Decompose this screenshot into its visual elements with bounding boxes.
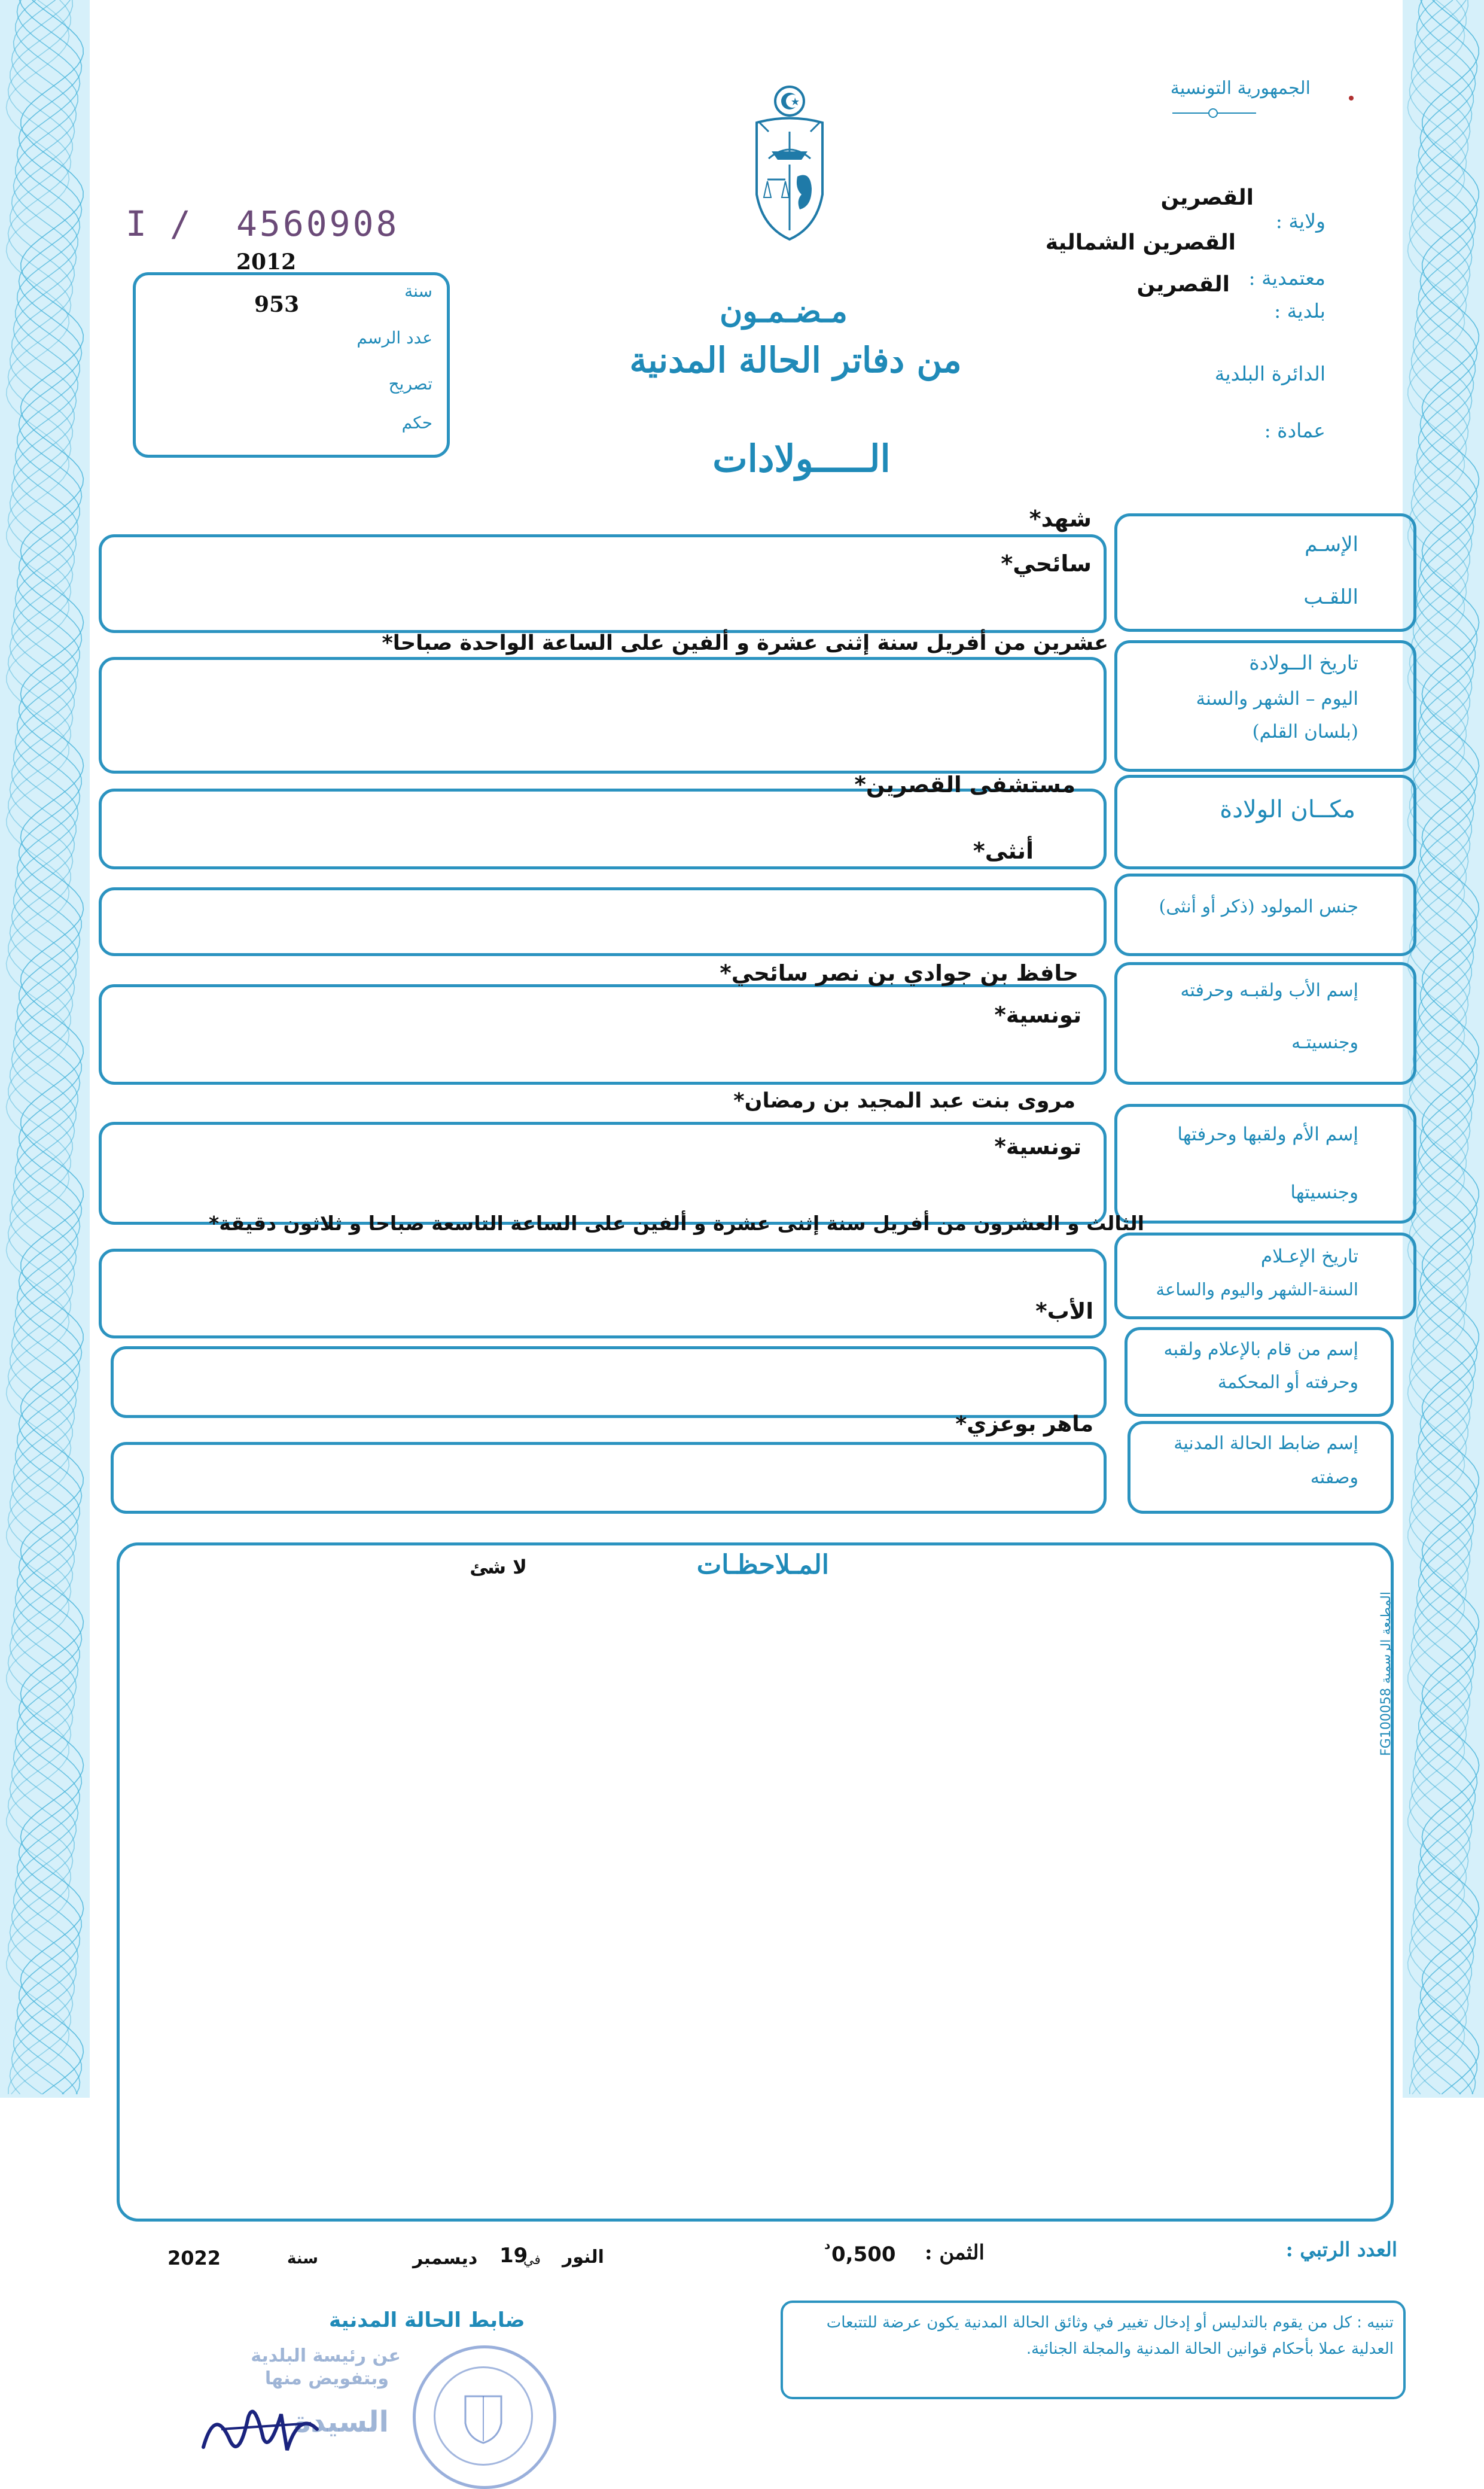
value-sex: أنثى*	[973, 838, 1034, 864]
label-box-mother	[1114, 1104, 1416, 1224]
label-mother-nationality: وجنسيتها	[1290, 1182, 1358, 1203]
republic-label: الجمهورية التونسية	[1170, 78, 1311, 99]
label-declaration-date: تاريخ الإعـلام	[1260, 1246, 1358, 1267]
label-box-name	[1114, 513, 1416, 632]
stamp-line-2: وبتفويض منها	[264, 2368, 389, 2389]
value-mother-nationality: تونسية*	[994, 1134, 1081, 1160]
value-birth-date: عشرين من أفريل سنة إثنى عشرة و ألفين على الساعة الواحدة صباحا*	[382, 631, 1108, 655]
baladia-label: بلدية :	[1274, 299, 1325, 322]
label-sex: جنس المولود (ذكر أو أنثى)	[1159, 896, 1358, 917]
label-surname: اللقـب	[1303, 585, 1358, 609]
label-declaration-date-sub: السنة-الشهر واليوم والساعة	[1156, 1279, 1358, 1300]
republic-underline-dot	[1208, 108, 1218, 118]
remarks-box	[117, 1542, 1394, 2222]
title-madmoun: مـضـمـون	[720, 293, 848, 330]
printer-code: المطبعة الرسمية FG100058	[1379, 1592, 1394, 1756]
value-father-nationality: تونسية*	[994, 1002, 1081, 1028]
issue-day: 19	[499, 2244, 528, 2268]
price-unit: د	[824, 2238, 831, 2252]
value-box-birth-date	[99, 657, 1107, 774]
issue-place: النور	[562, 2247, 604, 2268]
value-mother: مروى بنت عبد المجيد بن رمضان*	[733, 1089, 1075, 1113]
motamadia-label: معتمدية :	[1248, 266, 1325, 290]
value-box-father	[99, 984, 1107, 1085]
record-act-value: 953	[254, 292, 300, 317]
label-father: إسم الأب ولقبـه وحرفته	[1180, 980, 1358, 1001]
label-birth-place: مكــان الولادة	[1220, 796, 1355, 823]
value-father: حافظ بن جوادي بن نصر سائحي*	[720, 960, 1078, 986]
label-registrar-sub: وصفته	[1310, 1467, 1358, 1488]
stamp-line-3: السيدة	[294, 2405, 389, 2439]
label-birth-date-words: (بلسان القلم)	[1252, 721, 1358, 743]
wilaya-label: ولاية :	[1275, 209, 1325, 233]
omada-label: عمادة :	[1264, 419, 1325, 442]
label-birth-date-sub: اليوم – الشهر والسنة	[1196, 688, 1358, 710]
stamp-coat-of-arms-icon	[462, 2390, 504, 2444]
value-declarant: الأب*	[1035, 1298, 1093, 1324]
record-declaration-label: تصريح	[388, 374, 432, 394]
serial-label: العدد الرتبي :	[1285, 2238, 1397, 2261]
remarks-value: لا شئ	[470, 1556, 527, 1578]
issue-in-label: في	[523, 2253, 541, 2268]
value-surname: سائحي*	[1001, 550, 1092, 577]
stamp-line-1: عن رئيسة البلدية	[251, 2345, 401, 2366]
record-prefix: I /	[126, 203, 192, 244]
motamadia-value: القصرين الشمالية	[1045, 230, 1236, 255]
label-registrar: إسم ضابط الحالة المدنية	[1174, 1433, 1358, 1454]
wilaya-value: القصرين	[1160, 185, 1254, 210]
issue-year-value: 2022	[167, 2247, 221, 2269]
value-box-birth-place	[99, 789, 1107, 869]
value-box-registrar	[111, 1442, 1107, 1514]
value-box-sex	[99, 887, 1107, 956]
warning-text: تنبيه : كل من يقوم بالتدليس أو إدخال تغيير في وثائق الحالة المدنية يكون عرضة للتتبعات العدلية عملا بأحكام قوانين الحالة المدنية والمجلة الجنائية.	[826, 2314, 1394, 2358]
value-box-declaration-date	[99, 1249, 1107, 1338]
value-first-name: شهد*	[1029, 506, 1092, 532]
value-birth-place: مستشفى القصرين*	[854, 772, 1075, 798]
label-declarant-sub: وحرفته أو المحكمة	[1217, 1372, 1358, 1393]
handwritten-signature	[197, 2393, 329, 2465]
daira-label: الدائرة البلدية	[1214, 362, 1325, 385]
label-father-nationality: وجنسيتـه	[1291, 1032, 1358, 1053]
value-registrar: ماهر بوعزي*	[955, 1412, 1093, 1437]
record-judgment-label: حكم	[401, 413, 432, 433]
label-name: الإسـم	[1305, 533, 1358, 556]
record-year-value: 2012	[236, 249, 297, 275]
label-birth-date: تاريخ الــولادة	[1249, 651, 1358, 674]
value-declaration-date: الثالث و العشرون من أفريل سنة إثنى عشرة و ألفين على الساعة التاسعة صباحا و ثلاثون دقيقة*	[209, 1212, 1144, 1235]
issue-month: ديسمبر	[413, 2248, 478, 2269]
baladia-value: القصرين	[1136, 272, 1230, 297]
official-round-stamp	[413, 2345, 556, 2489]
label-declarant: إسم من قام بالإعلام ولقبه	[1163, 1339, 1358, 1360]
value-box-mother	[99, 1122, 1107, 1225]
value-box-name	[99, 534, 1107, 633]
label-mother: إسم الأم ولقبها وحرفتها	[1177, 1124, 1358, 1145]
tunisia-coat-of-arms-icon	[745, 81, 834, 248]
record-act-label: عدد الرسم	[356, 328, 432, 348]
title-civil-registers: من دفاتر الحالة المدنية	[629, 340, 962, 381]
price-label: الثمن :	[925, 2241, 985, 2265]
officer-title: ضابط الحالة المدنية	[329, 2308, 525, 2332]
issue-year-label: سنة	[287, 2250, 318, 2268]
remarks-label: المـلاحظـات	[696, 1550, 829, 1580]
record-stamp-number: 4560908	[236, 203, 400, 244]
price-value: 0,500	[831, 2242, 896, 2266]
left-decorative-border	[0, 0, 90, 2098]
title-births: الـــــولادات	[712, 437, 891, 480]
value-box-declarant	[111, 1346, 1107, 1418]
record-year-label: سنة	[404, 281, 432, 301]
red-dot	[1349, 96, 1354, 101]
